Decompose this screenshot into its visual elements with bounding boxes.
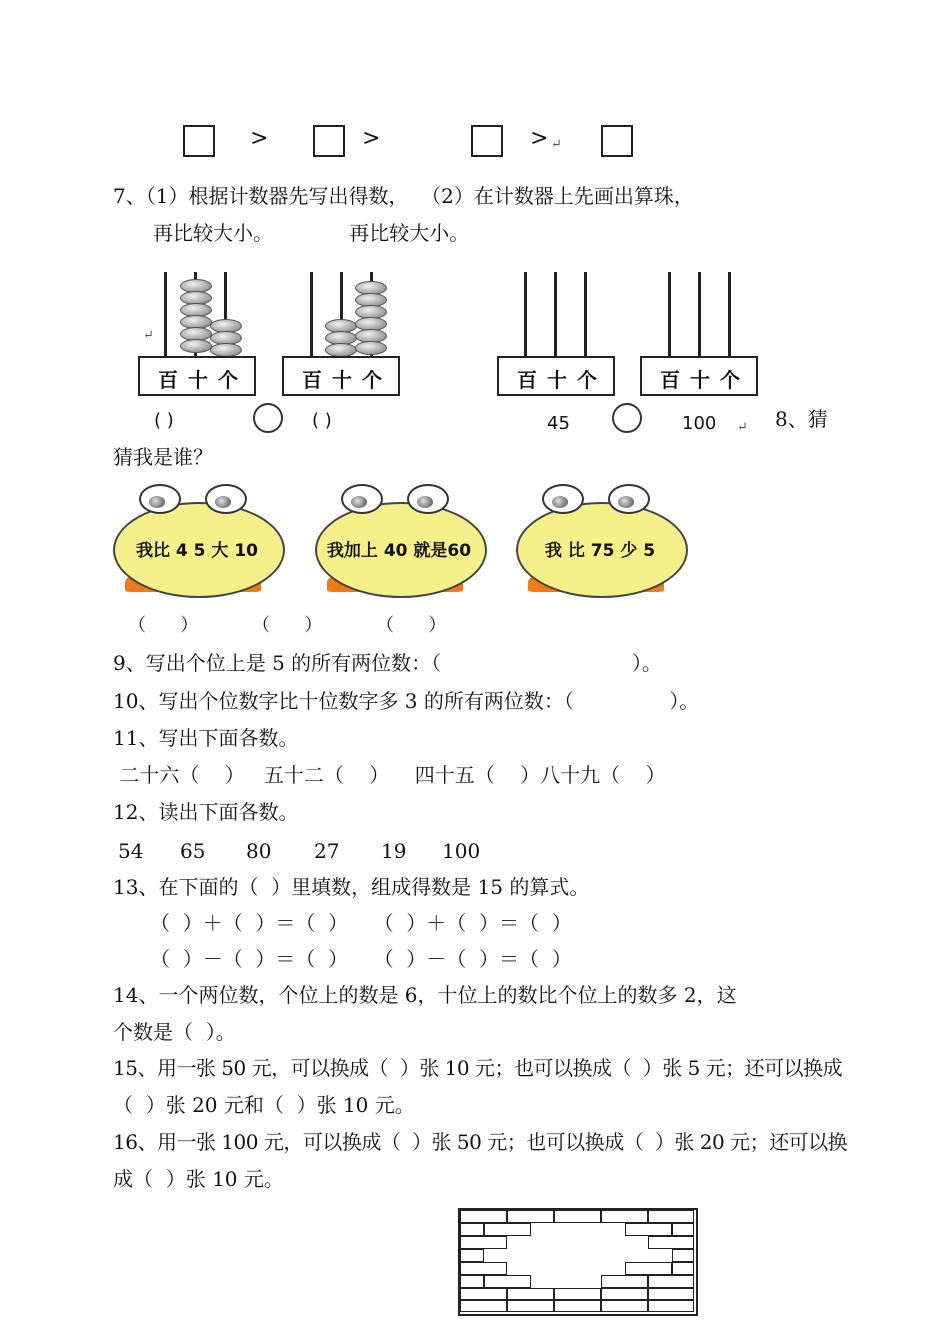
q9: 9、写出个位上是 5 的所有两位数：（ ）。: [113, 651, 662, 675]
q8-lead: 8、猜: [775, 407, 828, 431]
compare-circle-1[interactable]: [253, 403, 283, 433]
bead: [325, 343, 357, 357]
answer-box-1[interactable]: [183, 125, 215, 157]
return-mark: ↵: [551, 137, 562, 152]
bird-3: [516, 484, 696, 604]
q8-line: 猜我是谁？: [113, 445, 213, 469]
q14-line1: 14、一个两位数，个位上的数是 6，十位上的数比个位上的数多 2，这: [113, 983, 737, 1007]
q11-items: 二十六（ ） 五十二（ ） 四十五（ ）八十九（ ）: [113, 763, 666, 787]
q7-line2: 再比较大小。 再比较大小。: [153, 221, 470, 245]
answer-paren-2[interactable]: ( ): [312, 410, 332, 431]
q11-title: 11、写出下面各数。: [113, 726, 299, 750]
abacus-frame: 百 十 个: [282, 356, 400, 396]
bead: [355, 341, 387, 355]
value-45: 45: [547, 413, 570, 434]
greater-than-sign: >: [362, 126, 381, 151]
q15-line1: 15、用一张 50 元，可以换成（ ）张 10 元；也可以换成（ ）张 5 元；还可以换成: [113, 1056, 843, 1080]
bird-3-text: 我 比 75 少 5: [544, 541, 656, 561]
return-mark: ↵: [143, 328, 154, 343]
q14-line2: 个数是（ ）。: [113, 1020, 236, 1044]
bird-1-text: 我比 4 5 大 10: [136, 541, 258, 561]
q13-row1[interactable]: （ ）＋（ ）＝（ ） （ ）＋（ ）＝（ ）: [150, 911, 572, 935]
bird-3-answer[interactable]: （ ）: [376, 615, 447, 636]
answer-paren-1[interactable]: ( ): [154, 410, 174, 431]
value-100: 100: [682, 413, 717, 434]
answer-box-3[interactable]: [471, 125, 503, 157]
greater-than-sign: >: [530, 126, 549, 151]
brick-wall-figure: [458, 1208, 698, 1316]
q16-line1: 16、用一张 100 元，可以换成（ ）张 50 元；也可以换成（ ）张 20 元；还可以换: [113, 1130, 848, 1154]
bird-1: [113, 484, 293, 604]
bird-2-text: 我加上 40 就是60: [326, 541, 472, 561]
bead: [210, 343, 242, 357]
abacus-frame: 百 十 个: [640, 356, 758, 396]
q10: 10、写出个位数字比十位数字多 3 的所有两位数：（ ）。: [113, 689, 700, 713]
return-mark: ↵: [737, 420, 748, 435]
q12-number: 27: [314, 839, 340, 863]
q12-number: 54: [118, 839, 144, 863]
q15-line2: （ ）张 20 元和（ ）张 10 元。: [113, 1093, 415, 1117]
q16-line2: 成（ ）张 10 元。: [113, 1167, 284, 1191]
bird-2-answer[interactable]: （ ）: [252, 615, 323, 636]
answer-box-4[interactable]: [601, 125, 633, 157]
bird-2: [315, 484, 495, 604]
abacus-frame: 百 十 个: [138, 356, 256, 396]
abacus-frame: 百 十 个: [497, 356, 615, 396]
q12-number: 65: [180, 839, 206, 863]
q7-line1: 7、（1）根据计数器先写出得数， （2）在计数器上先画出算珠，: [113, 184, 694, 208]
answer-box-2[interactable]: [313, 125, 345, 157]
q12-number: 80: [246, 839, 272, 863]
q12-title: 12、读出下面各数。: [113, 800, 299, 824]
q13-title: 13、在下面的（ ）里填数，组成得数是 15 的算式。: [113, 875, 590, 899]
compare-circle-2[interactable]: [612, 403, 642, 433]
bird-1-answer[interactable]: （ ）: [128, 615, 199, 636]
greater-than-sign: >: [250, 126, 269, 151]
q12-number: 19: [381, 839, 407, 863]
q12-number: 100: [442, 839, 481, 863]
q13-row2[interactable]: （ ）－（ ）＝（ ） （ ）－（ ）＝（ ）: [150, 947, 572, 971]
bead: [180, 339, 212, 353]
